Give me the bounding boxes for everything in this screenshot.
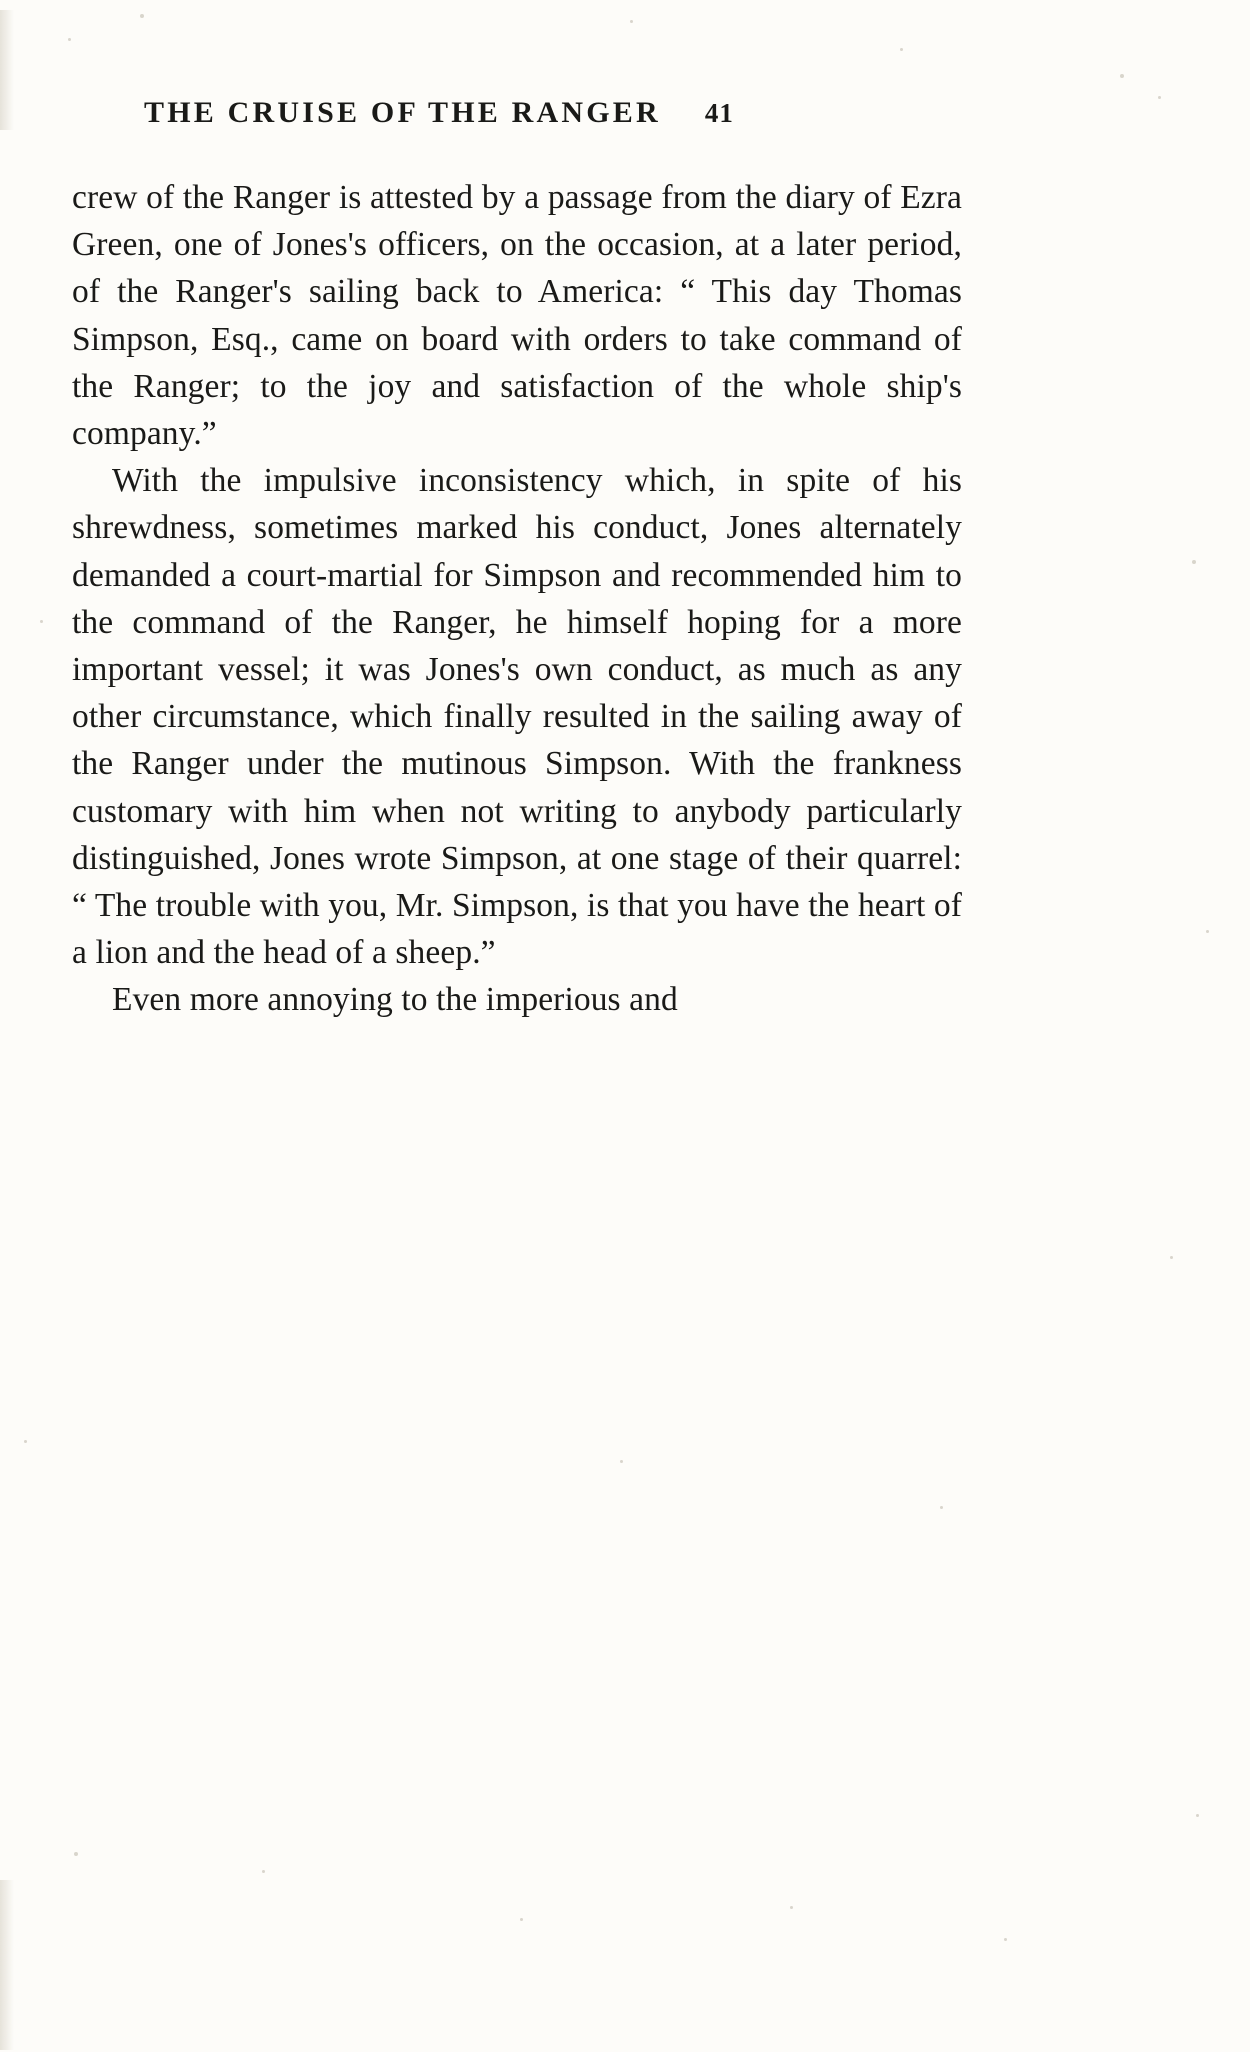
- body-text: [72, 174, 962, 1024]
- page-number: 41: [704, 98, 734, 128]
- paragraph: crew of the Ranger is attested by a passage from the diary of Ezra Green, one of Jones's officers, on the occasion, at a later period, of the Ranger's sailing back to America: “ This day Thomas Simpson, Esq., came on board with orders to take command of the Ranger; to the joy and satisfaction of the whole ship's company.”: [72, 179, 962, 453]
- running-head: [72, 96, 1112, 130]
- binding-edge-mark-bottom: [0, 1880, 14, 2050]
- page-content: [72, 96, 1112, 1024]
- binding-edge-mark-top: [0, 10, 14, 130]
- paragraph: With the impulsive inconsistency which, in spite of his shrewdness, sometimes marked his conduct, Jones alternately demanded a court-martial for Simpson and recommended him to the command of the Ranger, he himself hoping for a more important vessel; it was Jones's own conduct, as much as any other circumstance, which finally resulted in the sailing away of the Ranger under the mutinous Simpson. With the frankness customary with him when not writing to anybody particularly distinguished, Jones wrote Simpson, at one stage of their quarrel: “ The trouble with you, Mr. Simpson, is that you have the heart of a lion and the head of a sheep.”: [72, 462, 962, 972]
- running-head-title: THE CRUISE OF THE RANGER: [144, 96, 661, 129]
- paragraph: Even more annoying to the imperious and: [112, 981, 678, 1019]
